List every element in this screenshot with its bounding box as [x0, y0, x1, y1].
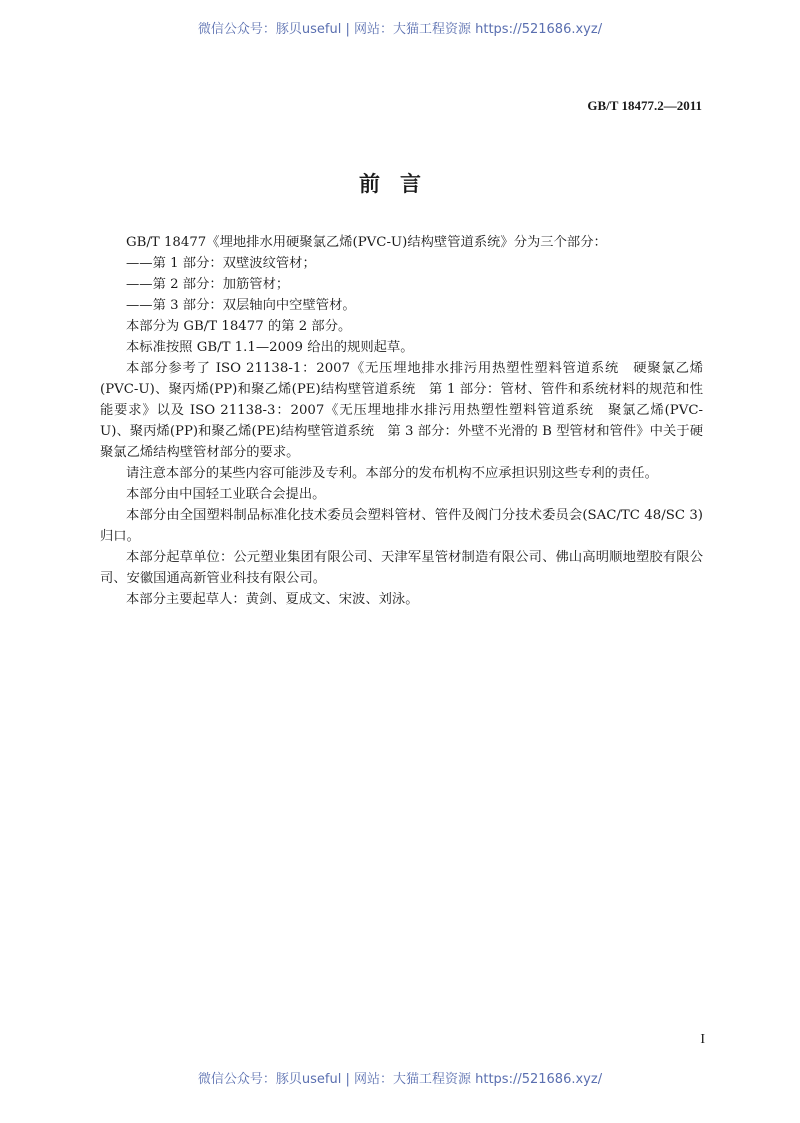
paragraph: 本部分为 GB/T 18477 的第 2 部分。	[126, 319, 352, 334]
standard-number: GB/T 18477.2—2011	[587, 98, 702, 113]
paragraph: 请注意本部分的某些内容可能涉及专利。本部分的发布机构不应承担识别这些专利的责任。	[126, 466, 658, 481]
list-item: ——第 2 部分：加筋管材；	[126, 277, 290, 292]
foreword-body	[100, 232, 703, 610]
paragraph: GB/T 18477《埋地排水用硬聚氯乙烯(PVC-U)结构壁管道系统》分为三个部分：	[126, 235, 607, 250]
list-item: ——第 3 部分：双层轴向中空壁管材。	[126, 298, 356, 313]
paragraph: 本部分参考了 ISO 21138-1：2007《无压埋地排水排污用热塑性塑料管道系统 硬聚氯乙烯(PVC-U)、聚丙烯(PP)和聚乙烯(PE)结构壁管道系统 第 1 部分：管材、管件和系统材料的规范和性能要求》以及 ISO 21138-3：2007《无压埋地排水排污用热塑性塑料管道系统 聚氯乙烯(PVC-U)、聚丙烯(PP)和聚乙烯(PE)结构壁管道系统 第 3 部分：外壁不光滑的 B 型管材和管件》中关于硬聚氯乙烯结构壁管材部分的要求。	[100, 361, 703, 460]
page-number: I	[700, 1032, 705, 1047]
paragraph: 本部分主要起草人：黄剑、夏成文、宋波、刘泳。	[126, 592, 419, 607]
list-item: ——第 1 部分：双壁波纹管材；	[126, 256, 316, 271]
paragraph: 本部分由中国轻工业联合会提出。	[126, 487, 326, 502]
paragraph: 本部分由全国塑料制品标准化技术委员会塑料管材、管件及阀门分技术委员会(SAC/TC 48/SC 3)归口。	[100, 508, 703, 544]
watermark-bottom: 微信公众号：豚贝useful | 网站：大猫工程资源 https://521686.xyz/	[197, 1072, 603, 1087]
page-title: 前言	[359, 172, 441, 196]
watermark-top: 微信公众号：豚贝useful | 网站：大猫工程资源 https://521686.xyz/	[197, 22, 603, 37]
paragraph: 本标准按照 GB/T 1.1—2009 给出的规则起草。	[126, 340, 414, 355]
paragraph: 本部分起草单位：公元塑业集团有限公司、天津军星管材制造有限公司、佛山高明顺地塑胶有限公司、安徽国通高新管业科技有限公司。	[100, 550, 703, 586]
